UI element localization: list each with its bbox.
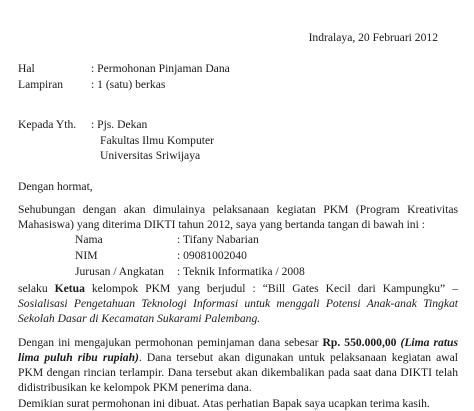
para3-line-3: PKM dengan rincian terlampir. Dana tersebut akan dikembalikan pada saat dana DIKTI telah <box>18 366 458 379</box>
nama-label: Nama <box>75 233 103 246</box>
para3-pre: Dengan ini mengajukan permohonan peminjaman dana sebesar <box>18 336 323 349</box>
hal-value: : Permohonan Pinjaman Dana <box>91 62 230 75</box>
closing-text: Demikian surat permohonan ini dibuat. Atas perhatian Bapak saya ucapkan terima kasih. <box>18 397 430 410</box>
amount-text: Rp. 550.000,00 <box>322 336 397 349</box>
recipient-line-3: Universitas Sriwijaya <box>100 149 201 162</box>
recipient-prefix: Kepada Yth. <box>18 118 77 131</box>
recipient-line-2: Fakultas Ilmu Komputer <box>100 134 214 147</box>
para3-line-2 <box>18 350 458 365</box>
jurusan-label: Jurusan / Angkatan <box>75 265 164 278</box>
nim-value: : 09081002040 <box>177 249 247 262</box>
para1-line-1: Sehubungan dengan akan dimulainya pelaksanaan kegiatan PKM (Program Kreativitas <box>18 203 458 216</box>
nama-value: : Tifany Nabarian <box>177 233 259 246</box>
para2-line-1 <box>18 281 458 296</box>
para3-rest-2: . Dana tersebut akan digunakan untuk pelaksanaan kegiatan awal <box>138 351 458 364</box>
para3-line-1 <box>18 335 458 350</box>
para2-italic-1: Sosialisasi Pengetahuan Teknologi Informasi untuk menggali Potensi Anak-anak Tingkat <box>18 297 458 310</box>
salutation: Dengan hormat, <box>18 180 93 193</box>
place-date: Indralaya, 20 Februari 2012 <box>308 31 438 44</box>
para2-italic-2: Sekolah Dasar di Kecamatan Sukarami Palembang. <box>18 312 261 325</box>
para3-line-4: didistribusikan ke kelompok PKM penerima dana. <box>18 381 252 394</box>
amount-words-1: (Lima ratus <box>396 336 459 349</box>
para1-line-2: Mahasiswa) yang diterima DIKTI tahun 2012, saya yang bertanda tangan di bawah ini : <box>18 218 425 231</box>
para2-post: kelompok PKM yang berjudul : “Bill Gates Kecil dari Kampungku” – <box>84 282 458 295</box>
para2-pre: selaku <box>18 282 55 295</box>
recipient-line-1: : Pjs. Dekan <box>91 118 148 131</box>
ketua-text: Ketua <box>54 282 85 295</box>
lampiran-value: : 1 (satu) berkas <box>91 78 166 91</box>
lampiran-label: Lampiran <box>18 78 64 91</box>
nim-label: NIM <box>75 249 98 262</box>
amount-words-2: lima puluh ribu rupiah) <box>18 351 139 364</box>
jurusan-value: : Teknik Informatika / 2008 <box>177 265 305 278</box>
hal-label: Hal <box>18 62 35 75</box>
